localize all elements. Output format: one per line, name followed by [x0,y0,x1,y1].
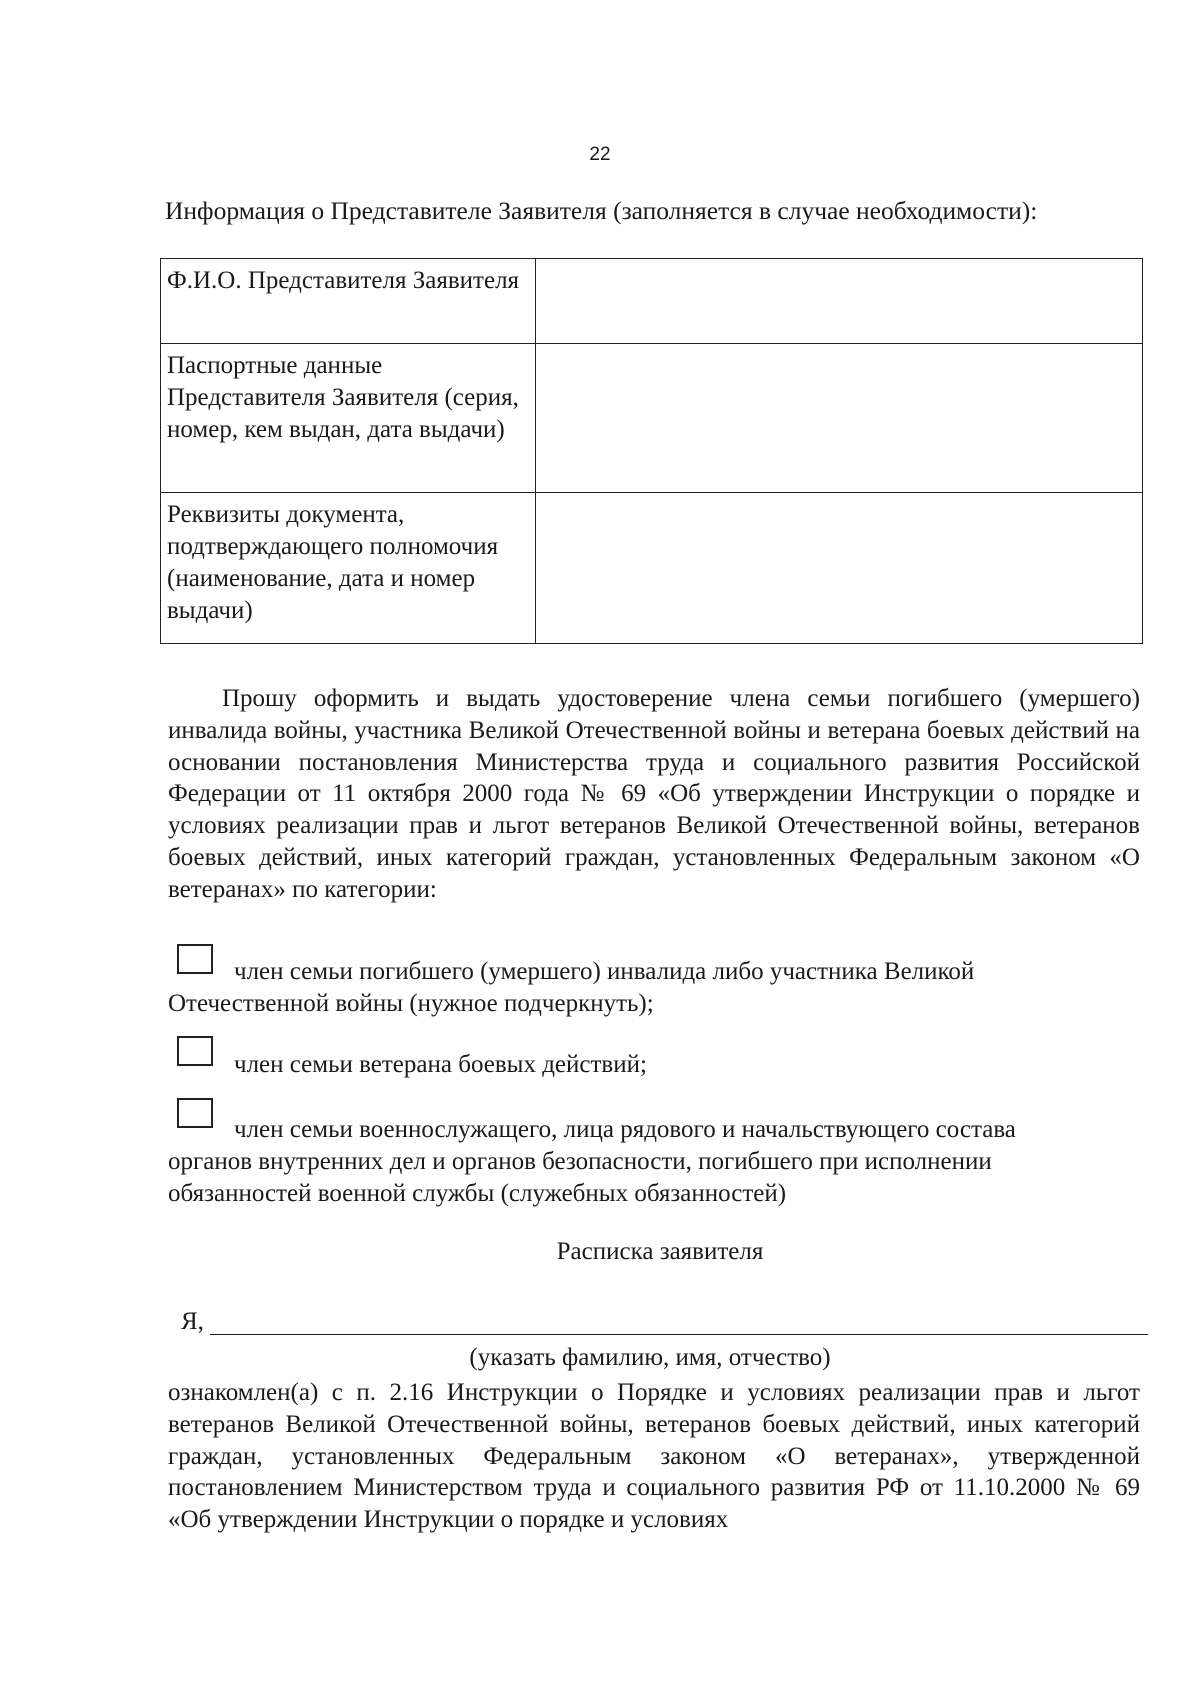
receipt-title: Расписка заявителя [556,1238,764,1265]
row-value-authority-document[interactable] [536,493,1143,644]
row-label-authority-document: Реквизиты документа, подтверждающего полномочия (наименование, дата и номер выдачи) [161,493,536,644]
row-label-passport: Паспортные данные Представителя Заявителя (серия, номер, кем выдан, дата выдачи) [161,344,536,493]
table-row [161,259,1143,344]
category-3-rest: органов внутренних дел и органов безопасности, погибшего при исполнении обязанностей военной службы (служебных обязанностей) [168,1148,992,1207]
category-text-1 [168,956,1128,1020]
representative-table [160,258,1143,644]
ya-label: Я, [181,1308,204,1335]
fio-hint: (указать фамилию, имя, отчество) [469,1344,831,1371]
category-3-line-1: член семьи военнослужащего, лица рядового и начальствующего состава [234,1116,1016,1143]
table-row [161,493,1143,644]
page-number: 22 [589,144,611,165]
acknowledgement-paragraph: ознакомлен(а) с п. 2.16 Инструкции о Порядке и условиях реализации прав и льгот ветеранов Великой Отечественной войны, ветеранов боевых действий, иных категорий граждан, установленных Федеральным законом «О ветеранах», утвержденной постановлением Министерством труда и социального развития РФ от 11.10.2000 № 69 «Об утверждении Инструкции о порядке и условиях [168,1379,1140,1534]
row-label-fio: Ф.И.О. Представителя Заявителя [161,259,536,344]
category-1-line-2: Отечественной войны (нужное подчеркнуть); [168,990,654,1017]
category-text-3 [168,1114,1128,1210]
row-value-passport[interactable] [536,344,1143,493]
row-value-fio[interactable] [536,259,1143,344]
category-2-line-1: член семьи ветерана боевых действий; [234,1051,647,1078]
category-1-line-1: член семьи погибшего (умершего) инвалида либо участника Великой [234,958,975,985]
category-text-2 [168,1049,1128,1081]
fio-input-line[interactable] [210,1334,1148,1335]
request-paragraph: Прошу оформить и выдать удостоверение члена семьи погибшего (умершего) инвалида войны, участника Великой Отечественной войны и ветерана боевых действий на основании постановления Министерства труда и социального развития Российской Федерации от 11 октября 2000 года № 69 «Об утверждении Инструкции о порядке и условиях реализации прав и льгот ветеранов Великой Отечественной войны, ветеранов боевых действий, иных категорий граждан, установленных Федеральным законом «О ветеранах» по категории: [168,685,1140,903]
table-row [161,344,1143,493]
representative-heading: Информация о Представителе Заявителя (заполняется в случае необходимости): [165,196,1038,225]
